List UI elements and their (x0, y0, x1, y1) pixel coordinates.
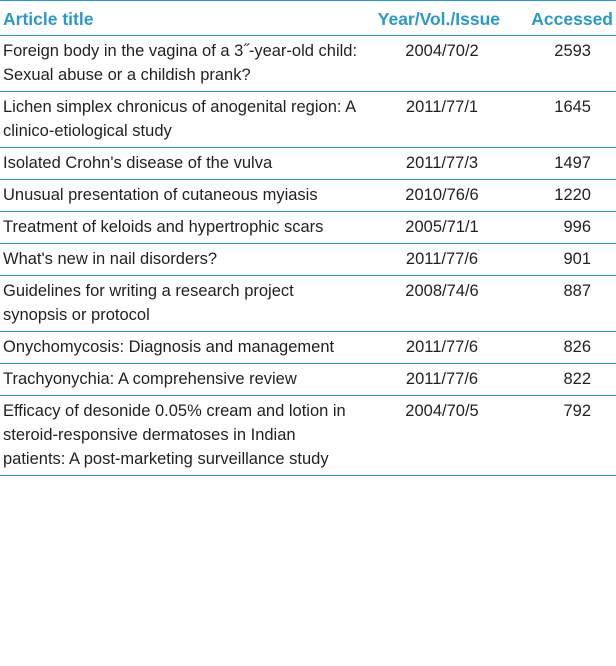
table-body (0, 36, 616, 476)
article-title-cell: Trachyonychia: A comprehensive review (0, 364, 370, 396)
table-row (0, 276, 616, 332)
accessed-count-cell: 822 (510, 364, 616, 396)
article-title-cell: Foreign body in the vagina of a 3˝-year-old child: Sexual abuse or a childish prank? (0, 36, 370, 92)
column-header-article-title: Article title (0, 1, 370, 36)
year-vol-issue-cell: 2004/70/5 (370, 396, 510, 476)
table-row (0, 244, 616, 276)
accessed-count-cell: 792 (510, 396, 616, 476)
article-title-cell: Treatment of keloids and hypertrophic scars (0, 212, 370, 244)
article-title-cell: Lichen simplex chronicus of anogenital region: A clinico-etiological study (0, 92, 370, 148)
accessed-count-cell: 996 (510, 212, 616, 244)
accessed-count-cell: 1220 (510, 180, 616, 212)
accessed-count-cell: 901 (510, 244, 616, 276)
accessed-count-cell: 2593 (510, 36, 616, 92)
table-row (0, 92, 616, 148)
table-row (0, 36, 616, 92)
year-vol-issue-cell: 2008/74/6 (370, 276, 510, 332)
table-row (0, 364, 616, 396)
table-header (0, 1, 616, 36)
article-title-cell: Unusual presentation of cutaneous myiasis (0, 180, 370, 212)
column-header-accessed: Accessed (510, 1, 616, 36)
year-vol-issue-cell: 2005/71/1 (370, 212, 510, 244)
article-title-cell: Efficacy of desonide 0.05% cream and lotion in steroid-responsive dermatoses in Indian patients: A post-marketing surveillance study (0, 396, 370, 476)
year-vol-issue-cell: 2011/77/6 (370, 332, 510, 364)
column-header-year-vol-issue: Year/Vol./Issue (370, 1, 510, 36)
year-vol-issue-cell: 2011/77/3 (370, 148, 510, 180)
accessed-count-cell: 1497 (510, 148, 616, 180)
table-row (0, 180, 616, 212)
header-row (0, 1, 616, 36)
year-vol-issue-cell: 2004/70/2 (370, 36, 510, 92)
year-vol-issue-cell: 2011/77/6 (370, 364, 510, 396)
table-row (0, 396, 616, 476)
table-row (0, 148, 616, 180)
table-row (0, 332, 616, 364)
accessed-count-cell: 887 (510, 276, 616, 332)
table-row (0, 212, 616, 244)
accessed-count-cell: 1645 (510, 92, 616, 148)
year-vol-issue-cell: 2011/77/1 (370, 92, 510, 148)
year-vol-issue-cell: 2010/76/6 (370, 180, 510, 212)
year-vol-issue-cell: 2011/77/6 (370, 244, 510, 276)
article-title-cell: What's new in nail disorders? (0, 244, 370, 276)
accessed-count-cell: 826 (510, 332, 616, 364)
article-title-cell: Isolated Crohn's disease of the vulva (0, 148, 370, 180)
article-title-cell: Guidelines for writing a research project synopsis or protocol (0, 276, 370, 332)
article-title-cell: Onychomycosis: Diagnosis and management (0, 332, 370, 364)
